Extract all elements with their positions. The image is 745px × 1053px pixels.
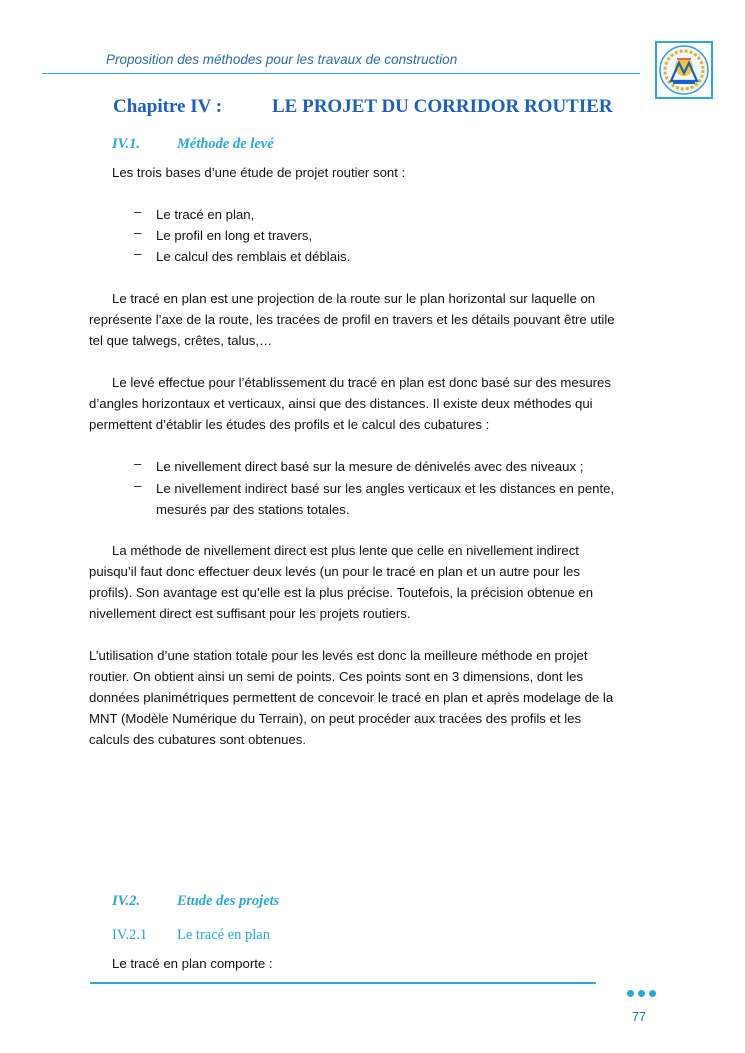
bullet-item: Le nivellement direct basé sur la mesure de dénivelés avec des niveaux ; [156, 459, 584, 474]
bullet-item: Le nivellement indirect basé sur les angles verticaux et les distances en pente, [156, 481, 615, 496]
subsection-number: IV.2.1 [112, 927, 148, 943]
chapter-number: Chapitre IV : [113, 96, 223, 117]
chapter-title: LE PROJET DU CORRIDOR ROUTIER [272, 96, 613, 117]
paragraph-line: routier. On obtient ainsi un semi de points. Ces points sont en 3 dimensions, dont les [89, 669, 584, 684]
paragraph-line: L’utilisation d’une station totale pour les levés est donc la meilleure méthode en projet [89, 648, 588, 663]
paragraph-line: données planimétriques permettent de concevoir le tracé en plan et après modelage de la [89, 690, 614, 705]
bullet-dash: – [134, 456, 142, 471]
bullet-dash: – [134, 204, 142, 219]
paragraph-line: calculs des cubatures sont obtenues. [89, 732, 306, 747]
header-rule [42, 73, 640, 74]
subsection-title: Le tracé en plan [177, 927, 270, 943]
bullet-item: Le tracé en plan, [156, 207, 255, 222]
section-number: IV.2. [112, 893, 140, 909]
page-number: 77 [632, 1010, 646, 1024]
subsection-intro: Le tracé en plan comporte : [112, 956, 273, 971]
paragraph-line: La méthode de nivellement direct est plus lente que celle en nivellement indirect [112, 543, 579, 558]
ellipsis-dots-icon [627, 990, 659, 1000]
bullet-dash: – [134, 478, 142, 493]
paragraph-line: puisqu’il faut donc effectuer deux levés (un pour le tracé en plan et un autre pour les [89, 564, 580, 579]
logo-emblem-icon [657, 43, 711, 97]
paragraph-line: d’angles horizontaux et verticaux, ainsi que des distances. Il existe deux méthodes qui [89, 396, 593, 411]
paragraph-line: profils). Son avantage est qu’elle est la plus précise. Toutefois, la précision obtenue en [89, 585, 594, 600]
university-logo [655, 41, 713, 99]
section-title: Méthode de levé [177, 136, 274, 152]
footer-rule [90, 982, 596, 984]
bullet-item: Le profil en long et travers, [156, 228, 313, 243]
paragraph-line: permettent d’établir les études des profils et le calcul des cubatures : [89, 417, 490, 432]
bullet-dash: – [134, 225, 142, 240]
bullet-dash: – [134, 246, 142, 261]
paragraph-line: nivellement direct est suffisant pour les projets routiers. [89, 606, 411, 621]
section-title: Etude des projets [177, 893, 280, 909]
paragraph-line: tel que talwegs, crêtes, talus,… [89, 333, 273, 348]
bullet-item: Le calcul des remblais et déblais. [156, 249, 351, 264]
section-number: IV.1. [112, 136, 140, 152]
paragraph-line: MNT (Modèle Numérique du Terrain), on peut procéder aux tracées des profils et les [89, 711, 582, 726]
paragraph-line: Le tracé en plan est une projection de la route sur le plan horizontal sur laquelle on [112, 291, 596, 306]
running-header: Proposition des méthodes pour les travaux de construction [106, 52, 458, 67]
paragraph-line: Le levé effectue pour l’établissement du tracé en plan est donc basé sur des mesures [112, 375, 611, 390]
paragraph-line: représente l’axe de la route, les tracées de profil en travers et les détails pouvant être utile [89, 312, 615, 327]
bullet-item-continued: mesurés par des stations totales. [156, 502, 350, 517]
section-intro: Les trois bases d’une étude de projet routier sont : [112, 165, 406, 180]
